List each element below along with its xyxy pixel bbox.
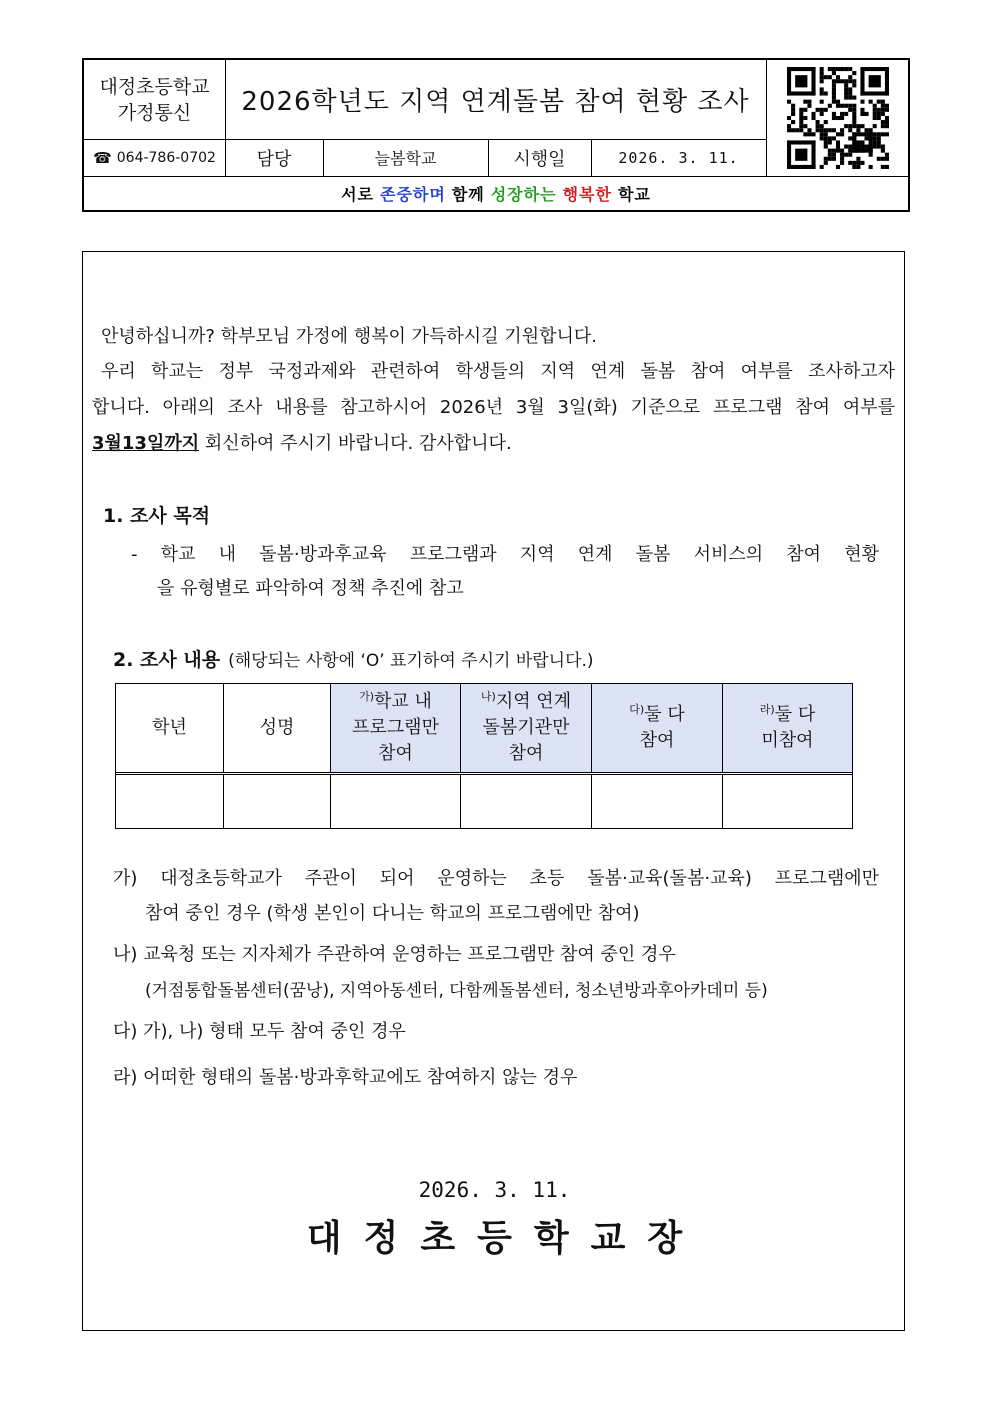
intro-line-3 [92,393,895,419]
note-a-line-1-text: 가) 대정초등학교가 주관이 되어 운영하는 초등 돌봄·교육(돌봄·교육) 프로그램에만 [113,868,879,889]
phone-contact [84,139,225,176]
issue-date-label: 시행일 [513,148,566,170]
document-title: 2026학년도 지역 연계돌봄 참여 현황 조사 [241,87,750,117]
intro-line-2 [92,357,895,383]
option-d-line-1: 둘 다 [774,704,816,725]
option-b-line-3: 참여 [508,743,544,764]
divider [766,60,767,176]
note-a-line-1 [113,864,879,890]
option-a-line-1: 학교 내 [374,691,432,712]
deadline: 3월13일까지 [92,433,200,454]
divider [323,139,324,176]
manager-label: 담당 [256,148,292,170]
motto-part: 함께 [451,184,485,204]
notice-body [82,251,905,1331]
qr-code[interactable] [766,60,910,176]
motto-part: 서로 [341,184,375,204]
table-header-name: 성명 [224,684,331,772]
option-c-line-2: 참여 [639,730,675,751]
intro-greeting: 안녕하십니까? 학부모님 가정에 행복이 가득하시길 기원합니다. [101,326,597,347]
note-b-line-1: 나) 교육청 또는 지자체가 주관하여 운영하는 프로그램만 참여 중인 경우 [113,944,676,965]
note-c: 다) 가), 나) 형태 모두 참여 중인 경우 [113,1021,406,1042]
motto-part: 학교 [617,184,651,204]
table-header-option-c [592,684,723,772]
principal-signature: 대정초등학교장 [306,1217,705,1259]
phone-number: 064-786-0702 [116,149,216,166]
divider [84,139,766,140]
option-a-line-3: 참여 [378,743,413,764]
divider [488,139,489,176]
table-header-grade: 학년 [116,684,224,772]
note-a-line-2: 참여 중인 경우 (학생 본인이 다니는 학교의 프로그램에만 참여) [145,903,640,924]
table-header-option-b [461,684,592,772]
section-2-title: 2. 조사 내용 [113,649,221,671]
option-c-line-1: 둘 다 [644,704,685,725]
option-d-line-2: 미참여 [761,730,814,751]
section-1-line-1-text: - 학교 내 돌봄·방과후교육 프로그램과 지역 연계 돌봄 서비스의 참여 현황 [131,544,879,565]
signature-date: 2026. 3. 11. [418,1178,571,1202]
section-2-note: (해당되는 사항에 ‘O’ 표기하여 주시기 바랍니다.) [228,651,594,671]
option-b-line-1: 지역 연계 [495,691,572,712]
option-a-mark: 가) [359,690,374,703]
intro-line-4 [92,429,512,455]
note-d: 라) 어떠한 형태의 돌봄·방과후학교에도 참여하지 않는 경우 [113,1067,578,1088]
option-b-mark: 나) [480,690,496,703]
header-box [82,58,910,212]
option-a-line-2: 프로그램만 [352,717,439,738]
option-b-line-2: 돌봄기관만 [482,717,570,738]
section-1-line-1 [131,540,879,566]
qr-code-image [787,67,889,169]
section-2-heading [113,645,594,672]
survey-table [115,683,853,829]
input-option-d-cell[interactable] [723,775,852,829]
school-newsletter-label [84,60,225,139]
intro-line-2-text: 우리 학교는 정부 국정과제와 관련하여 학생들의 지역 연계 돌봄 참여 여부를 조사하고자 [101,361,895,382]
section-1-line-2: 을 유형별로 파악하여 정책 추진에 참고 [157,578,464,599]
table-header-option-d [723,684,852,772]
input-option-b-cell[interactable] [461,775,592,829]
input-option-a-cell[interactable] [331,775,461,829]
school-name: 대정초등학교 [99,75,210,98]
section-1-heading: 1. 조사 목적 [103,505,211,527]
option-d-mark: 라) [759,703,775,716]
input-option-c-cell[interactable] [592,775,723,829]
newsletter-label: 가정통신 [117,101,192,124]
issue-date-value: 2026. 3. 11. [618,148,739,167]
divider [225,60,226,176]
intro-line-3-text: 합니다. 아래의 조사 내용를 참고하시어 2026년 3월 3일(화) 기준으로 프로그램 참여 여부를 [92,397,895,418]
note-b-line-2: (거점통합돌봄센터(꿈낭), 지역아동센터, 다함께돌봄센터, 청소년방과후아카데미 등) [145,981,768,1001]
motto-part: 성장하는 [490,184,557,204]
input-grade-cell[interactable] [116,775,224,829]
intro-line-4-text: 회신하여 주시기 바랍니다. 감사합니다. [199,433,512,454]
divider [591,139,592,176]
option-c-mark: 다) [629,703,645,716]
motto-part: 존중하며 [380,184,446,204]
manager-value: 늘봄학교 [374,149,437,168]
table-header-option-a [331,684,461,772]
divider [84,176,908,177]
input-name-cell[interactable] [224,775,331,829]
school-motto [84,176,908,210]
phone-icon: ☎ [93,148,112,167]
motto-part: 행복한 [562,184,612,204]
